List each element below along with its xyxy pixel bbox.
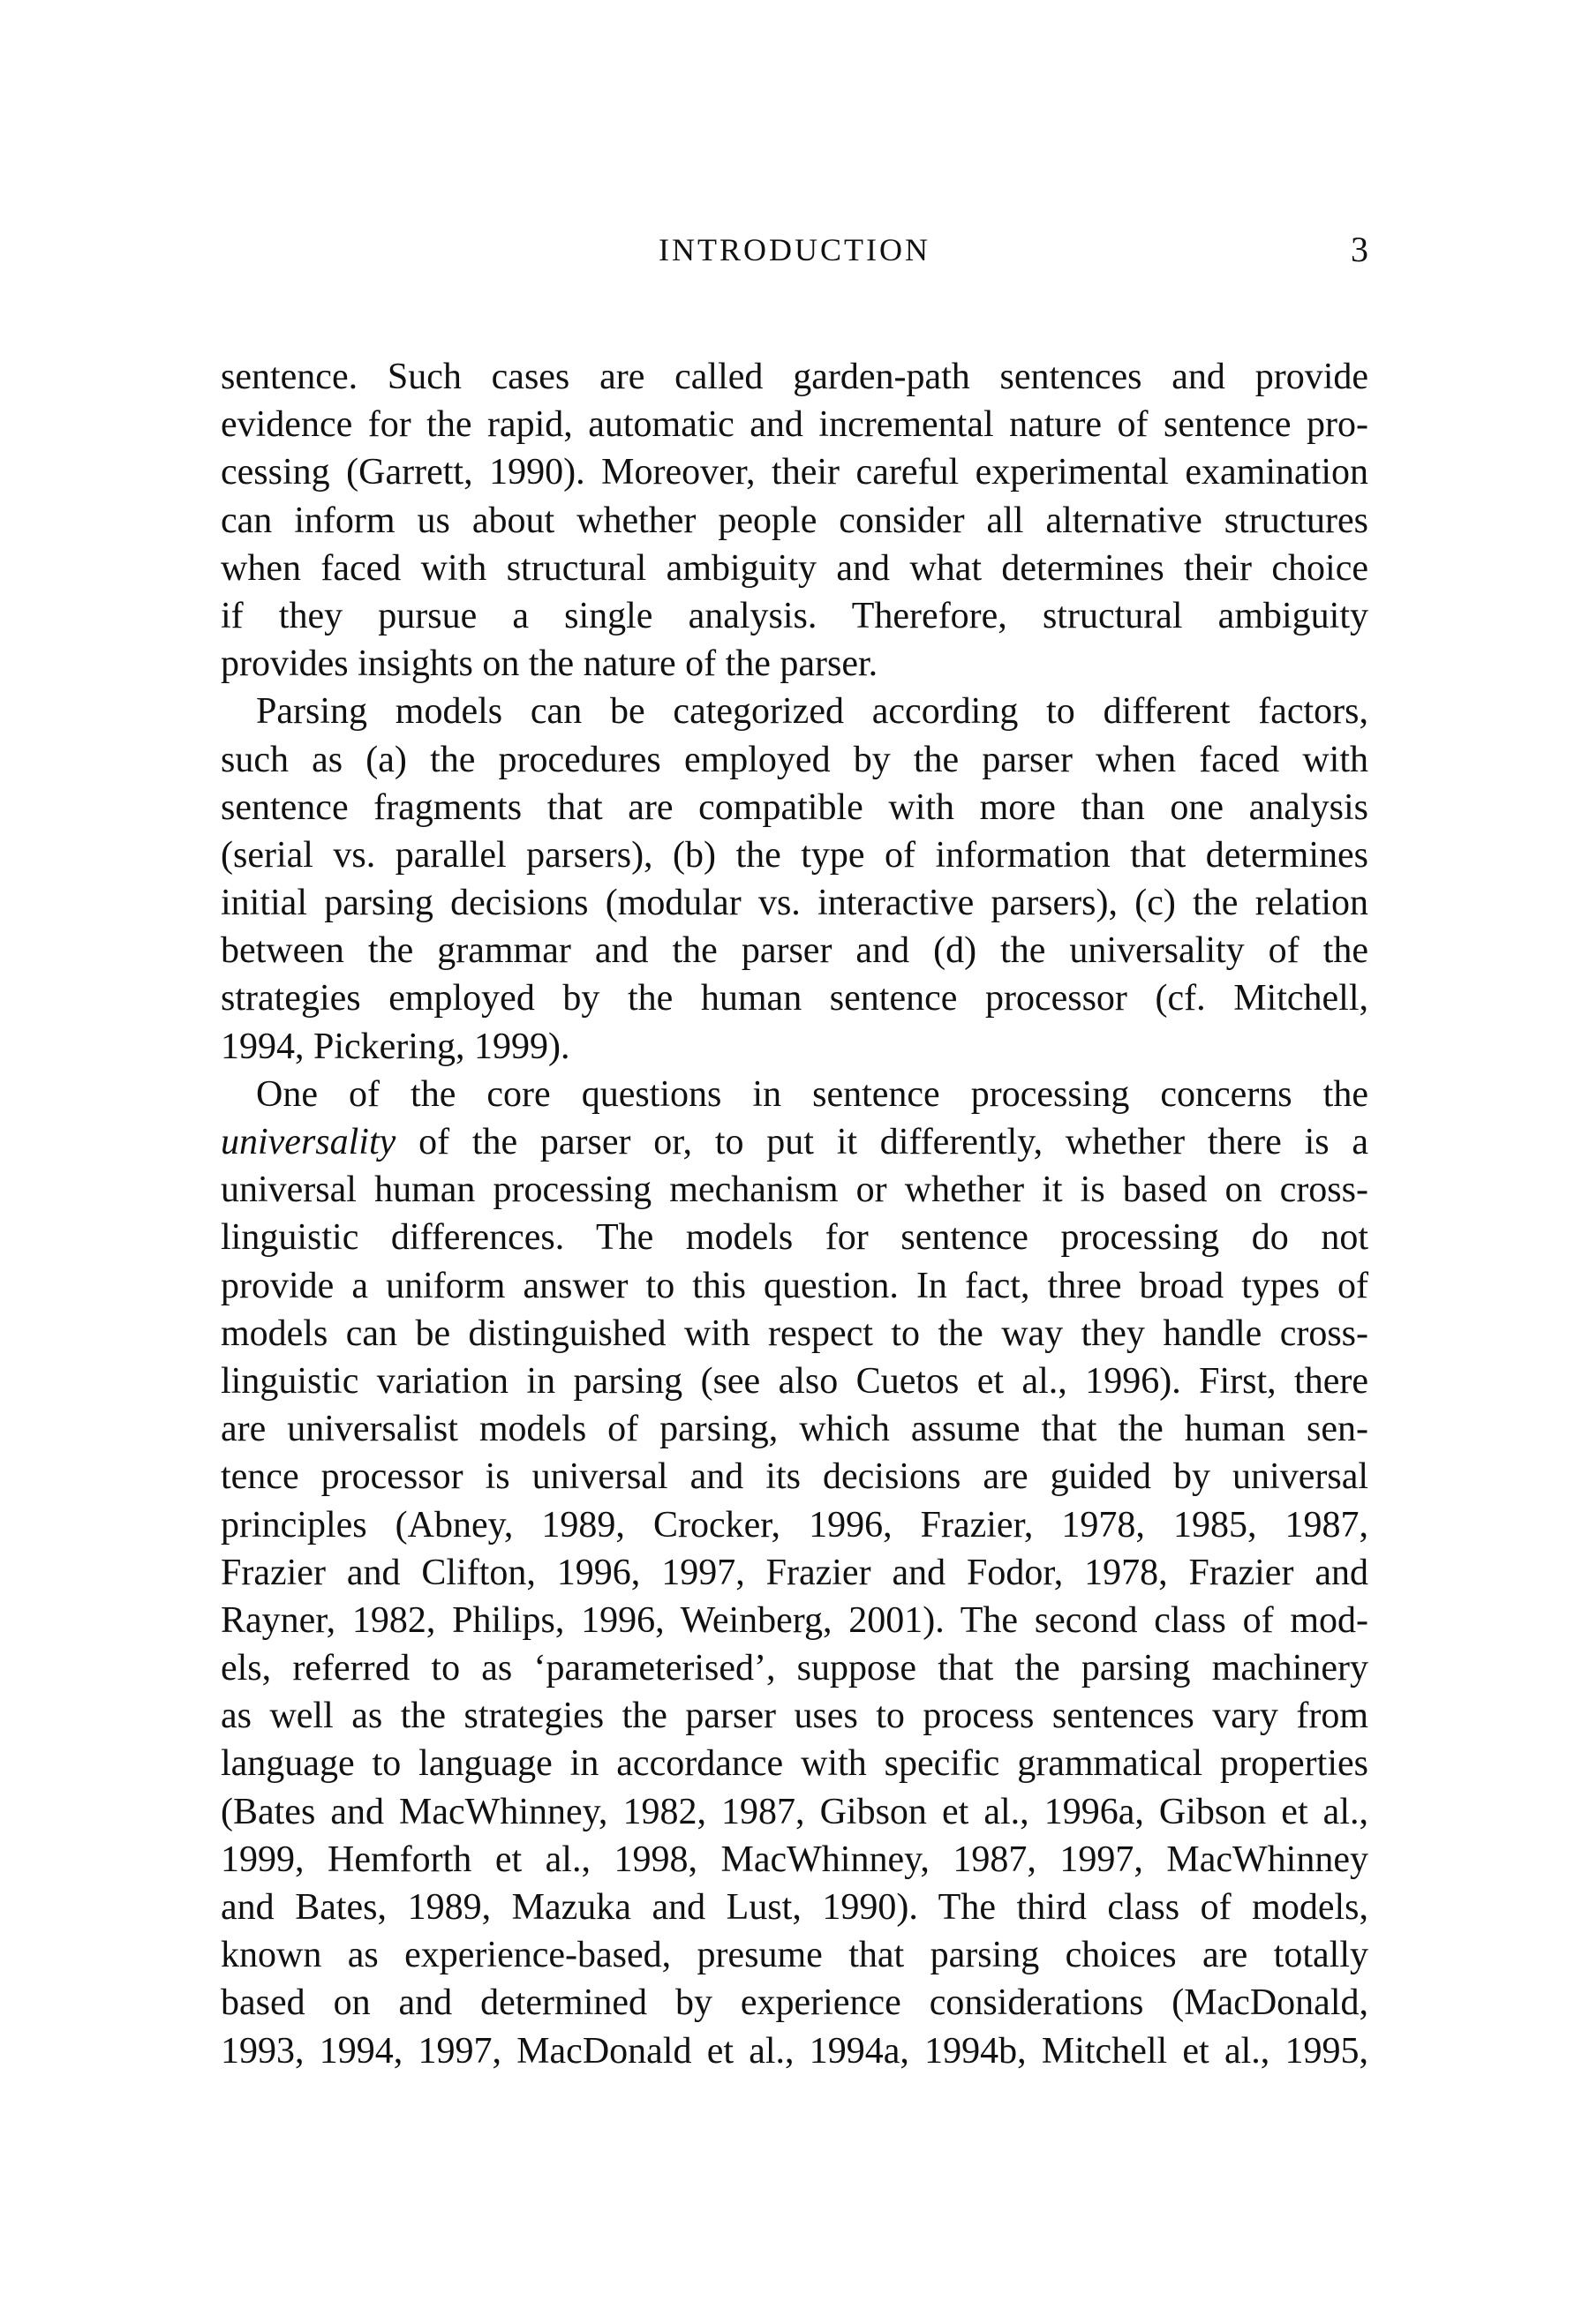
text-line: between the grammar and the parser and (d) the universality of the xyxy=(221,930,1368,972)
text-line: (Bates and MacWhinney, 1982, 1987, Gibson et al., 1996a, Gibson et al., xyxy=(221,1791,1368,1832)
running-header xyxy=(221,228,1368,272)
paragraph-1 xyxy=(221,353,1368,688)
text-line: tence processor is universal and its decisions are guided by universal xyxy=(221,1456,1368,1498)
text-line: evidence for the rapid, automatic and incremental nature of sentence pro- xyxy=(221,404,1368,446)
text-line: based on and determined by experience considerations (MacDonald, xyxy=(221,1982,1368,2024)
text-line: and Bates, 1989, Mazuka and Lust, 1990). The third class of models, xyxy=(221,1887,1368,1928)
text-line: cessing (Garrett, 1990). Moreover, their careful experimental examination xyxy=(221,452,1368,493)
text-line: linguistic variation in parsing (see also Cuetos et al., 1996). First, there xyxy=(221,1360,1368,1402)
text-line: principles (Abney, 1989, Crocker, 1996, Frazier, 1978, 1985, 1987, xyxy=(221,1504,1368,1546)
text-line: 1993, 1994, 1997, MacDonald et al., 1994a, 1994b, Mitchell et al., 1995, xyxy=(221,2030,1368,2072)
text-line: sentence fragments that are compatible with more than one analysis xyxy=(221,786,1368,828)
text-line: can inform us about whether people consider all alternative structures xyxy=(221,500,1368,541)
text-line: initial parsing decisions (modular vs. interactive parsers), (c) the relation xyxy=(221,883,1368,924)
text-line: if they pursue a single analysis. Therefore, structural ambiguity xyxy=(221,595,1368,636)
text-line: 1994, Pickering, 1999). xyxy=(221,1026,570,1067)
text-line: as well as the strategies the parser uses to process sentences vary from xyxy=(221,1696,1368,1737)
text-line: Rayner, 1982, Philips, 1996, Weinberg, 2001). The second class of mod- xyxy=(221,1599,1368,1641)
text-line: known as experience-based, presume that parsing choices are totally xyxy=(221,1935,1368,1976)
text-line: Parsing models can be categorized according to different factors, xyxy=(256,691,1368,733)
text-line-with-italic xyxy=(221,1118,1368,1166)
text-line: when faced with structural ambiguity and what determines their choice xyxy=(221,547,1368,589)
text-line: linguistic differences. The models for sentence processing do not xyxy=(221,1217,1368,1259)
paragraph-3 xyxy=(221,1071,1368,2075)
italic-term: universality xyxy=(221,1122,396,1162)
text-line: els, referred to as ‘parameterised’, suppose that the parsing machinery xyxy=(221,1648,1368,1689)
chapter-title: INTRODUCTION xyxy=(659,232,930,267)
text-line: 1999, Hemforth et al., 1998, MacWhinney, 1987, 1997, MacWhinney xyxy=(221,1839,1368,1880)
paragraph-2 xyxy=(221,688,1368,1071)
text-line: models can be distinguished with respect to the way they handle cross- xyxy=(221,1312,1368,1354)
page-number: 3 xyxy=(1351,229,1368,269)
text-line: language to language in accordance with specific grammatical properties xyxy=(221,1743,1368,1785)
text-line: One of the core questions in sentence processing concerns the xyxy=(256,1073,1368,1115)
text-line: strategies employed by the human sentence processor (cf. Mitchell, xyxy=(221,978,1368,1019)
text-line: sentence. Such cases are called garden-path sentences and provide xyxy=(221,357,1368,397)
text-line-rest: of the parser or, to put it differently, whether there is a xyxy=(418,1122,1368,1162)
text-line: are universalist models of parsing, which assume that the human sen- xyxy=(221,1409,1368,1450)
text-line: universal human processing mechanism or whether it is based on cross- xyxy=(221,1170,1368,1211)
text-line: Frazier and Clifton, 1996, 1997, Frazier and Fodor, 1978, Frazier and xyxy=(221,1552,1368,1593)
text-line: provides insights on the nature of the parser. xyxy=(221,643,878,685)
body-text xyxy=(221,353,1368,2075)
text-line: (serial vs. parallel parsers), (b) the type of information that determines xyxy=(221,834,1368,876)
text-line: provide a uniform answer to this question. In fact, three broad types of xyxy=(221,1265,1368,1306)
text-line: such as (a) the procedures employed by the parser when faced with xyxy=(221,739,1368,780)
